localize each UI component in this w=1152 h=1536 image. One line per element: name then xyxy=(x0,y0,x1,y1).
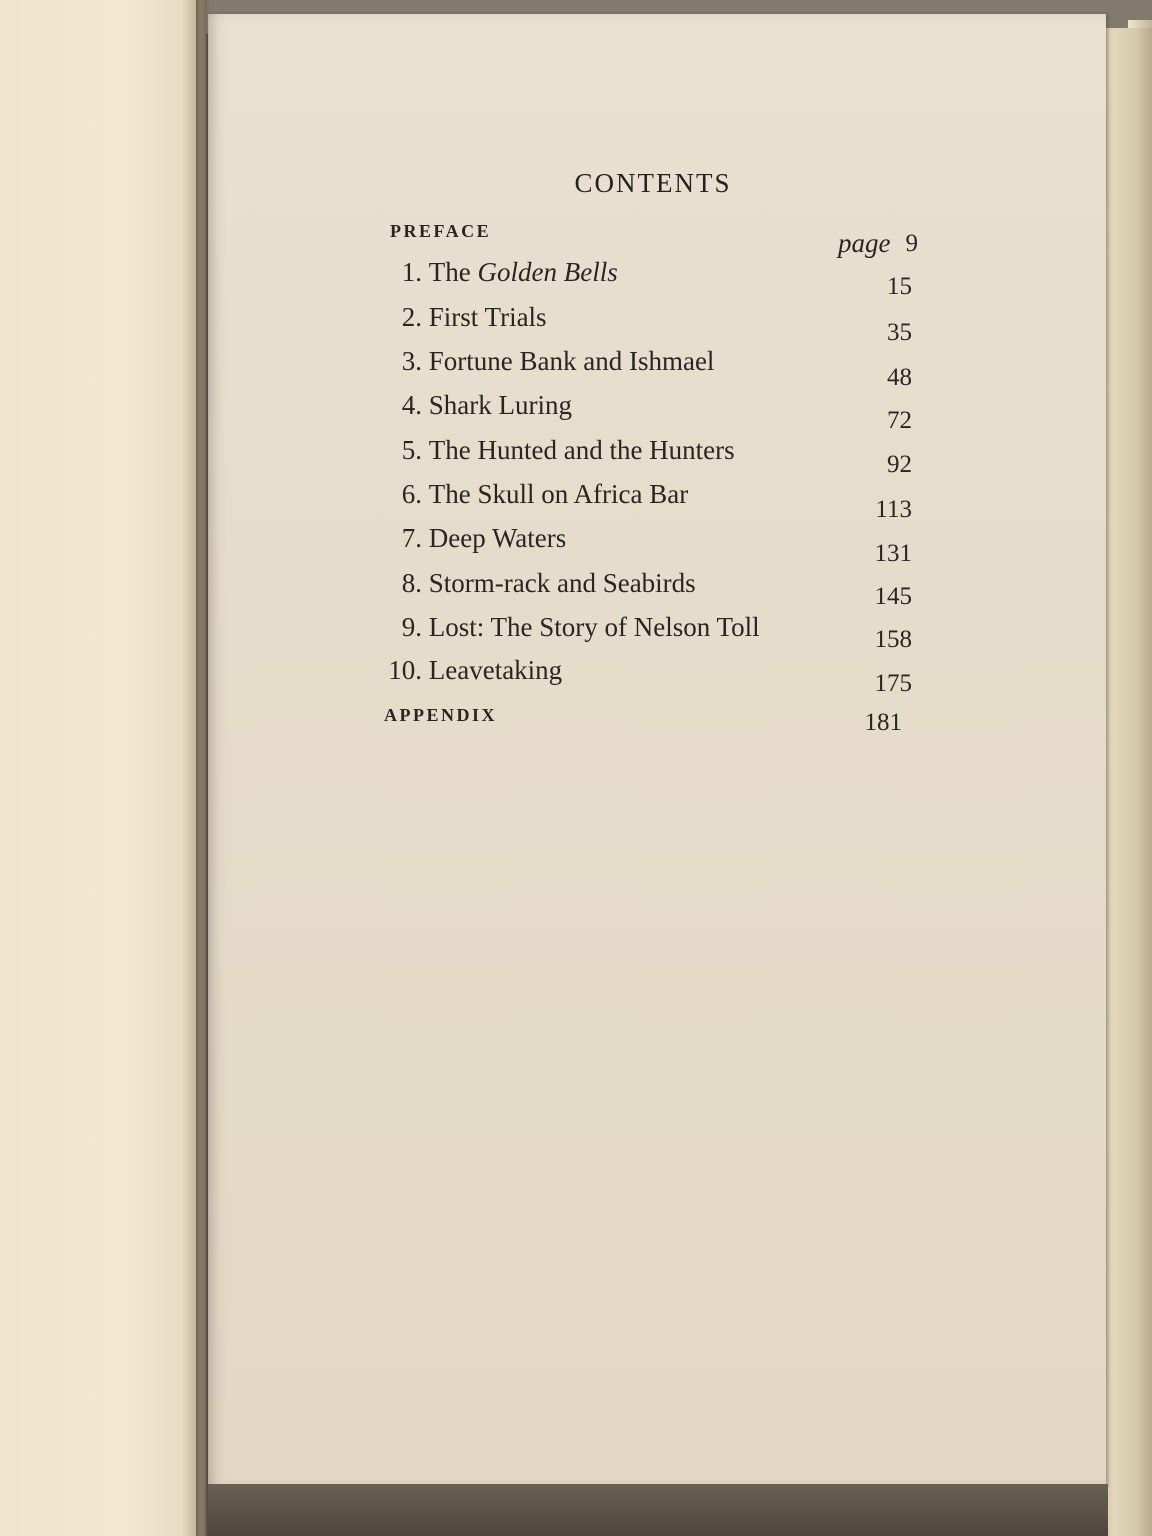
chapter-title: Deep Waters xyxy=(428,523,567,553)
chapter-entry xyxy=(382,568,696,599)
chapter-entry xyxy=(382,435,735,466)
chapter-title: Leavetaking xyxy=(428,655,563,685)
chapter-number: 10. xyxy=(388,655,422,685)
chapter-page-number: 35 xyxy=(887,319,912,346)
page-bottom-shadow xyxy=(208,1484,1108,1536)
chapter-title: First Trials xyxy=(428,302,547,332)
appendix-label: APPENDIX xyxy=(384,705,497,725)
chapter-number: 5. xyxy=(401,435,422,465)
preface-page: 9 xyxy=(905,230,918,257)
contents-page xyxy=(208,14,1106,1486)
left-endpaper xyxy=(0,0,206,1536)
chapter-page-number: 131 xyxy=(874,540,912,567)
chapter-page-number: 92 xyxy=(887,451,912,478)
chapter-number: 9. xyxy=(401,612,422,642)
chapter-title: Storm-rack and Seabirds xyxy=(428,568,696,598)
chapter-entry xyxy=(382,390,572,421)
chapter-title: Lost: The Story of Nelson Toll xyxy=(428,612,760,642)
chapter-page-number: 72 xyxy=(887,407,912,434)
chapter-page-number: 113 xyxy=(875,496,912,523)
chapter-number: 8. xyxy=(401,568,422,598)
gutter-shadow xyxy=(196,0,210,1536)
chapter-number: 4. xyxy=(401,390,422,420)
preface-label: PREFACE xyxy=(390,221,492,241)
chapter-entry xyxy=(382,257,618,288)
chapter-title: The Skull on Africa Bar xyxy=(428,479,689,509)
chapter-number: 3. xyxy=(401,346,422,376)
chapter-entry xyxy=(382,302,547,333)
cover-board xyxy=(1098,28,1152,1536)
chapter-title: Shark Luring xyxy=(428,390,572,420)
chapter-page-number: 175 xyxy=(874,670,912,697)
chapter-entry xyxy=(382,523,566,554)
chapter-number: 1. xyxy=(401,257,422,287)
chapter-entry xyxy=(382,346,714,377)
page-column-label: page xyxy=(838,228,891,258)
chapter-number: 6. xyxy=(401,479,422,509)
page-title: CONTENTS xyxy=(574,168,732,198)
chapter-page-number: 15 xyxy=(887,273,912,300)
chapter-entry xyxy=(382,655,562,686)
chapter-title: The Hunted and the Hunters xyxy=(428,435,735,465)
appendix-page: 181 xyxy=(864,709,902,736)
chapter-number: 7. xyxy=(401,523,422,553)
chapter-entry xyxy=(382,479,688,510)
chapter-page-number: 145 xyxy=(874,583,912,610)
chapter-title: Fortune Bank and Ishmael xyxy=(428,346,715,376)
chapter-title: The xyxy=(428,257,478,287)
chapter-page-number: 158 xyxy=(874,626,912,653)
chapter-number: 2. xyxy=(401,302,422,332)
chapter-page-number: 48 xyxy=(887,364,912,391)
chapter-entry xyxy=(382,612,760,643)
chapter-title-italic: Golden Bells xyxy=(477,257,618,287)
